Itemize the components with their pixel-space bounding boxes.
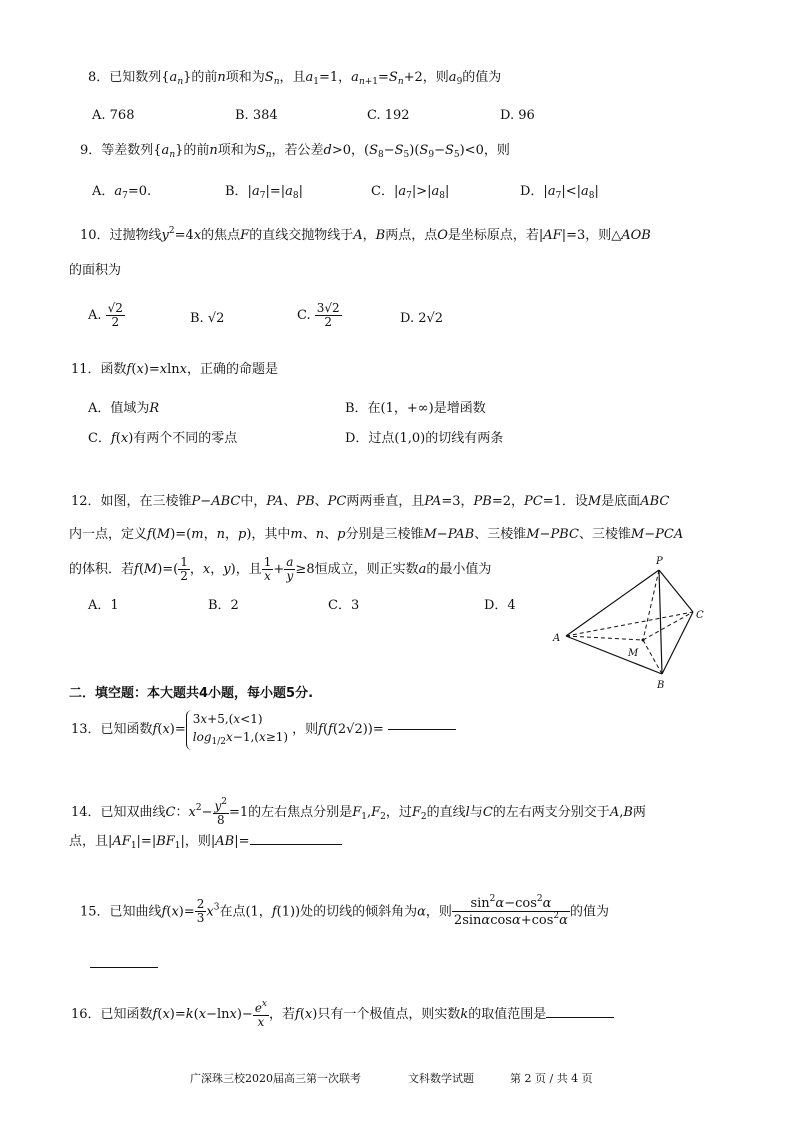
label-p: P [656, 556, 663, 567]
question-9-option-d: D．$|a_7|<|a_8|$ [520, 184, 599, 201]
tetrahedron-figure [545, 548, 725, 693]
question-12-line1: 12．如图，在三棱锥P−ABC中，PA、PB、PC两两垂直，且PA=3，PB=2，PC=1．设M是底面ABC [71, 494, 670, 509]
question-8-option-a: A. 768 [92, 108, 135, 123]
question-9-option-a: A．$a_7=0$. [92, 184, 152, 201]
footer-page-number: 第 2 页 / 共 4 页 [510, 1072, 593, 1085]
question-16-stem: 16．已知函数f(x)=k(x−lnx)− $\frac{e^x}{x}$ ，若f(x)只有一个极值点，则实数k的取值范围是 [71, 1000, 614, 1029]
question-9-option-b: B．$|a_7|=|a_8|$ [225, 184, 303, 201]
question-11-option-c: C．f(x)有两个不同的零点 [88, 431, 238, 446]
question-9-option-c: C．$|a_7|>|a_8|$ [371, 184, 450, 201]
section-2-title: 二．填空题：本大题共4小题，每小题5分. [69, 686, 314, 701]
footer-exam-name: 广深珠三校2020届高三第一次联考 [190, 1072, 361, 1085]
label-m: M [628, 648, 639, 659]
question-9-stem: 9．等差数列$\{a_n\}$的前n项和为$S_n$，若公差d>0，$(S_8-S_5)(S_9-S_5)<0$，则 [80, 143, 510, 160]
edge-ac-hidden [566, 612, 693, 636]
question-14-answer-blank[interactable] [250, 844, 342, 845]
question-12-option-c: C．3 [328, 598, 360, 613]
question-10-stem-line2: 的面积为 [69, 263, 122, 278]
question-11-option-d: D．过点(1,0)的切线有两条 [345, 431, 504, 446]
question-12-option-a: A．1 [88, 598, 119, 613]
question-10-stem-line1: 10．过抛物线$y^2=4x$的焦点F的直线交抛物线于A，B两点，点O是坐标原点，若|AF|=3，则△AOB [80, 226, 651, 243]
question-11-option-b: B．在(1，+∞)是增函数 [345, 401, 486, 416]
question-12-line3: 的体积．若f(M)=( $\frac{1}{2}$ ，x，y)，且 $\frac{1}{x}$ + $\frac{a}{y}$ ≥8恒成立，则正实数a的最小值为 [69, 555, 492, 584]
edge-bm-hidden [643, 640, 662, 674]
question-12-line2: 内一点，定义f(M)=(m，n，p)，其中m、n、p分别是三棱锥M−PAB、三棱锥M−PBC、三棱锥M−PCA [69, 527, 684, 542]
question-14-line2: 点，且$|AF_1|=|BF_1|$，则|AB|= [69, 834, 342, 852]
question-13-stem: 13．已知函数f(x)=3x+5,(x<1) $\log_{1/2}x-1,(x\ge 1)$，则f(f(2√2))= [71, 710, 456, 750]
edge-pa [566, 570, 659, 636]
question-8-option-b: B. 384 [235, 108, 278, 123]
question-15-stem: 15．已知曲线f(x)= $\frac{2}{3}$ $x^3$在点(1，f(1))处的切线的倾斜角为α，则 $\frac{\sin^2\alpha-\cos^2\alpha}{2\sin\alpha\cos\alpha+\cos^2\alpha}$ 的值为 [80, 894, 609, 929]
edge-pc [659, 570, 693, 612]
edge-pm-hidden [643, 570, 659, 640]
edge-pb [659, 570, 662, 674]
label-a: A [553, 633, 561, 644]
question-12-option-b: B．2 [208, 598, 239, 613]
edge-am-hidden [566, 636, 643, 640]
question-15-answer-blank[interactable] [90, 955, 158, 968]
question-10-option-c: C. $\frac{3√2}{2}$ [297, 301, 340, 330]
label-b: B [657, 680, 665, 691]
edge-ab [566, 636, 662, 674]
point-m [642, 639, 645, 642]
question-13-answer-blank[interactable] [388, 729, 456, 730]
question-12-option-d: D．4 [484, 598, 516, 613]
question-10-option-d: D. 2√2 [400, 311, 444, 326]
question-8-option-c: C. 192 [367, 108, 410, 123]
question-8-option-d: D. 96 [500, 108, 535, 123]
question-14-line1: 14．已知双曲线C：$x^2-$ $\frac{y^2}{8}$ =1的左右焦点分别是$F_1,F_2$，过$F_2$的直线l与C的左右两支分别交于A,B两 [71, 797, 646, 828]
label-c: C [696, 610, 704, 621]
footer-subject: 文科数学试题 [408, 1072, 474, 1085]
edge-bc [662, 612, 693, 674]
question-15-answer-blank-row [90, 955, 158, 973]
question-10-option-b: B. √2 [190, 311, 225, 326]
question-8-stem: 8．已知数列$\{a_n\}$的前n项和为$S_n$，且$a_1=1$，$a_{n+1}=S_n+2$，则$a_9$的值为 [88, 70, 502, 87]
question-16-answer-blank[interactable] [546, 1017, 614, 1018]
question-11-stem: 11．函数f(x)=xlnx，正确的命题是 [71, 362, 278, 377]
question-10-option-a: A. $\frac{√2}{2}$ [88, 301, 123, 330]
question-11-option-a: A．值域为R [88, 401, 160, 416]
